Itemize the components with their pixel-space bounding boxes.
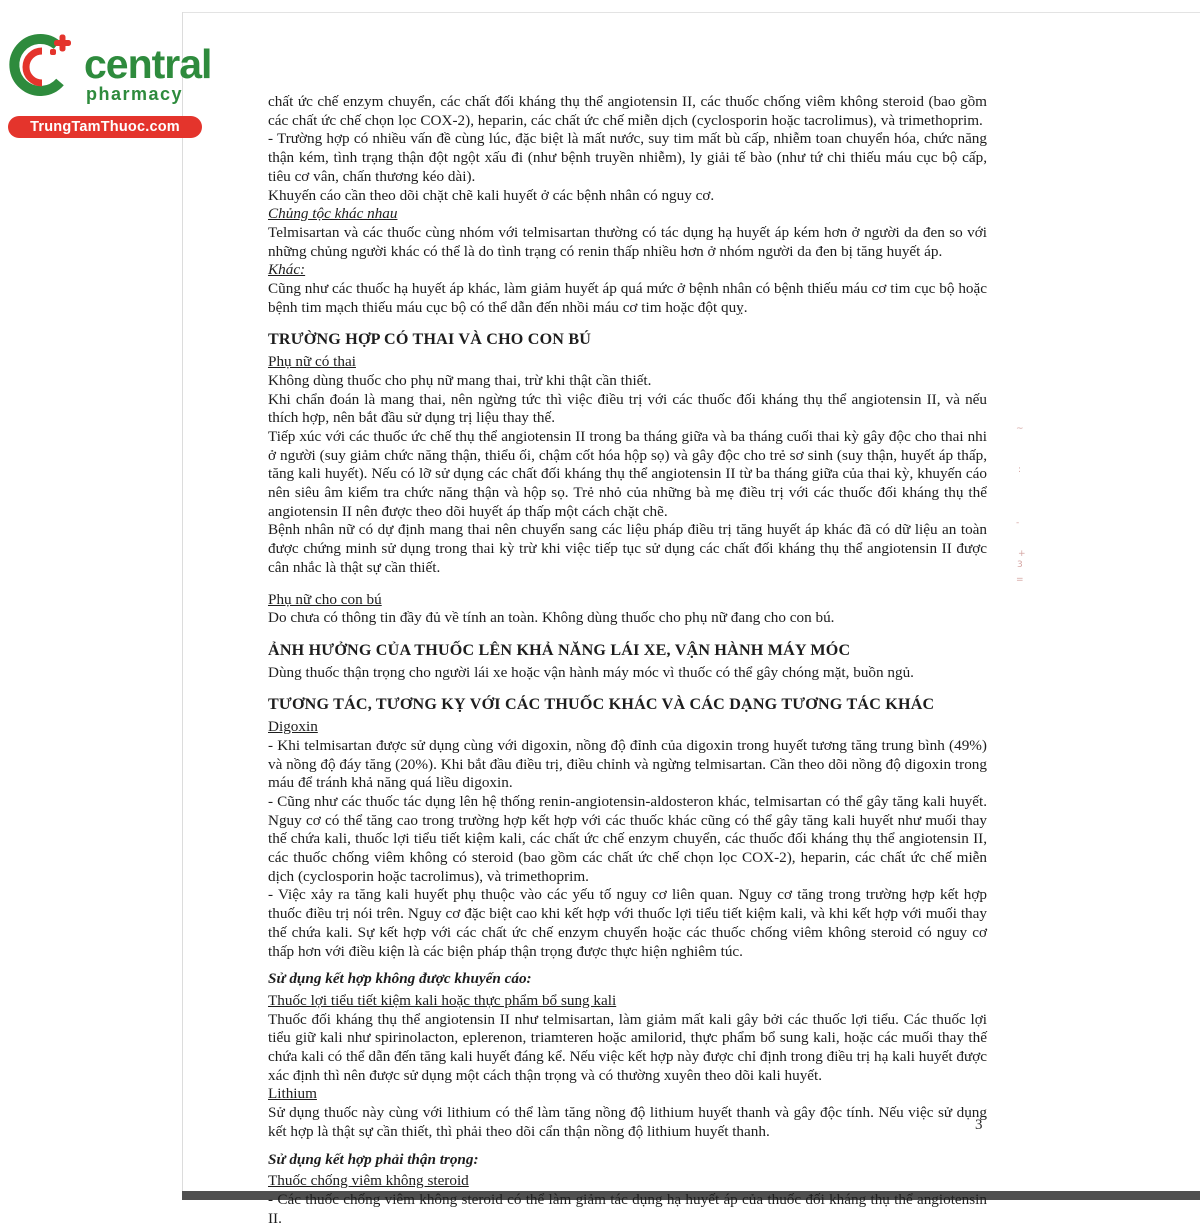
paragraph-ace-inhibitors: chất ức chế enzym chuyển, các chất đối kháng thụ thể angiotensin II, các thuốc chống viêm không steroid (bao gồm các chất ức chế chọn lọc COX-2), heparin, các chất ức chế miễn dịch (cyclosporin hoặc tacrolimus), và trimethoprim. [268, 93, 987, 129]
paragraph-digoxin: - Khi telmisartan được sử dụng cùng với digoxin, nồng độ đỉnh của digoxin trong huyết tương tăng trung bình (49%) và nồng độ đáy tăng (20%). Khi bắt đầu điều trị, điều chỉnh và ngừng telmisartan. Cần theo dõi nồng độ digoxin trong máu để tránh khả năng quá liều digoxin. [268, 736, 987, 792]
scan-artifact-mark: : [1018, 465, 1022, 475]
heading-interactions: TƯƠNG TÁC, TƯƠNG KỴ VỚI CÁC THUỐC KHÁC VÀ CÁC DẠNG TƯƠNG TÁC KHÁC [268, 696, 935, 714]
paragraph-potassium-diuretics: Thuốc đối kháng thụ thể angiotensin II như telmisartan, làm giảm mất kali gây bởi các thuốc lợi tiểu. Các thuốc lợi tiểu giữ kali như spirinolacton, eplerenon, triamteren hoặc amilorid, thực phẩm bổ sung kali, hoặc các muối thay thế chứa kali có thể dẫn đến tăng kali huyết đáng kể. Nếu việc kết hợp này được chỉ định trong điều trị hạ kali huyết được xác định thì nên được sử dụng một cách thận trọng và có thường xuyên theo dõi kali huyết. [268, 1010, 987, 1084]
scan-artifact-mark: - [1016, 518, 1020, 528]
scan-artifact-mark: = [1016, 575, 1024, 585]
page-number: 3 [975, 1117, 983, 1133]
subheading-potassium-diuretics: Thuốc lợi tiểu tiết kiệm kali hoặc thực phẩm bổ sung kali [268, 991, 617, 1009]
subheading-digoxin: Digoxin [268, 718, 318, 736]
logo-brand-text: central [84, 41, 212, 87]
paragraph-pregnancy-1: Không dùng thuốc cho phụ nữ mang thai, trừ khi thật cần thiết. [268, 371, 652, 389]
logo-badge: TrungTamThuoc.com [8, 116, 202, 138]
paragraph-hyperkalemia-risk: - Việc xảy ra tăng kali huyết phụ thuộc vào các yếu tố nguy cơ liên quan. Nguy cơ tăng trong trường hợp kết hợp thuốc điều trị nói trên. Nguy cơ đặc biệt cao khi kết hợp với thuốc lợi tiểu tiết kiệm kali, và khi kết hợp với muối thay thế chứa kali. Sự kết hợp với các chất ức chế enzym chuyển hoặc các thuốc chống viêm không steroid có nguy cơ thấp hơn với điều kiện là các biện pháp thận trọng được thực hiện nghiêm túc. [268, 886, 987, 960]
central-pharmacy-logo-icon [8, 30, 78, 102]
scan-artifact-mark: ~ [1016, 424, 1024, 434]
subheading-pregnant-women: Phụ nữ có thai [268, 353, 356, 371]
subheading-not-recommended: Sử dụng kết hợp không được khuyến cáo: [268, 970, 532, 988]
subheading-use-with-caution: Sử dụng kết hợp phải thận trọng: [268, 1150, 479, 1168]
logo-sub-text: pharmacy [86, 84, 184, 104]
document-body [268, 93, 987, 1228]
paragraph-multiple-problems: - Trường hợp có nhiều vấn đề cùng lúc, đặc biệt là mất nước, suy tim mất bù cấp, nhiễm toan chuyển hóa, chức năng thận kém, tình trạng thận đột ngột xấu đi (như bệnh truyền nhiễm), ly giải tế bào (như tứ chi thiếu máu cục bộ cấp, tiêu cơ vân, chấn thương kéo dài). [268, 130, 987, 185]
paragraph-nsaid: - Các thuốc chống viêm không steroid có thể làm giảm tác dụng hạ huyết áp của thuốc đối kháng thụ thể angiotensin II. [268, 1190, 987, 1227]
paragraph-pregnancy-3: Tiếp xúc với các thuốc ức chế thụ thể angiotensin II trong ba tháng giữa và ba tháng cuối thai kỳ gây độc cho thai nhi ở người (suy giảm chức năng thận, thiểu ối, chậm cốt hóa hộp sọ) và gây độc cho trẻ sơ sinh (suy thận, huyết áp thấp, tăng kali huyết). Nếu có lỡ sử dụng các chất đối kháng thụ thể angiotensin II từ ba tháng giữa của thai kỳ, khuyến cáo nên siêu âm kiểm tra chức năng thận và hộp sọ. Trẻ nhỏ của những bà mẹ điều trị với các thuốc đối kháng thụ thể angiotensin II nên được theo dõi huyết áp thấp một cách chặt chẽ. [268, 427, 987, 520]
paragraph-lactation: Do chưa có thông tin đầy đủ về tính an toàn. Không dùng thuốc cho phụ nữ đang cho con bú. [268, 609, 835, 627]
paragraph-race: Telmisartan và các thuốc cùng nhóm với telmisartan thường có tác dụng hạ huyết áp kém hơn ở người da đen so với những chủng người khác có thể là do tình trạng có renin thấp nhiều hơn ở nhóm người da đen bị tăng huyết áp. [268, 223, 987, 260]
subheading-nsaid: Thuốc chống viêm không steroid [268, 1172, 469, 1190]
paragraph-pregnancy-2: Khi chẩn đoán là mang thai, nên ngừng tức thì việc điều trị với các thuốc đối kháng thụ thể angiotensin II, và nếu thích hợp, nên bắt đầu sử dụng trị liệu thay thế. [268, 390, 987, 427]
paragraph-raas: - Cũng như các thuốc tác dụng lên hệ thống renin-angiotensin-aldosteron khác, telmisartan có thể gây tăng kali huyết. Nguy cơ có thể tăng cao trong trường hợp kết hợp với các thuốc khác cũng có thể gây tăng kali huyết như muối thay thế chứa kali, thuốc lợi tiểu tiết kiệm kali, các chất ức chế enzym chuyển, các thuốc đối kháng thụ thể angiotensin II, các thuốc chống viêm không có steroid (bao gồm các chất ức chế chọn lọc COX-2), heparin, các chất ức chế miễn dịch (cyclosporin hoặc tacrolimus), và trimethoprim. [268, 792, 987, 885]
heading-pregnancy-lactation: TRƯỜNG HỢP CÓ THAI VÀ CHO CON BÚ [268, 331, 592, 349]
heading-driving: ẢNH HƯỞNG CỦA THUỐC LÊN KHẢ NĂNG LÁI XE, VẬN HÀNH MÁY MÓC [268, 641, 851, 659]
paragraph-driving: Dùng thuốc thận trọng cho người lái xe hoặc vận hành máy móc vì thuốc có thể gây chóng mặt, buồn ngủ. [268, 663, 914, 681]
paragraph-pregnancy-4: Bệnh nhân nữ có dự định mang thai nên chuyển sang các liệu pháp điều trị tăng huyết áp khác đã có dữ liệu an toàn được chứng minh sử dụng trong thai kỳ trừ khi việc tiếp tục sử dụng các chất đối kháng thụ thể angiotensin II được cân nhắc là thật sự cần thiết. [268, 521, 987, 576]
pharmacy-logo [8, 30, 223, 138]
subheading-lactating-women: Phụ nữ cho con bú [268, 590, 382, 608]
subheading-race: Chủng tộc khác nhau [268, 205, 398, 223]
paragraph-lithium: Sử dụng thuốc này cùng với lithium có thể làm tăng nồng độ lithium huyết thanh và gây độc tính. Nếu việc sử dụng kết hợp là thật sự cần thiết, thì phải theo dõi cẩn thận nồng độ lithium huyết thanh. [268, 1104, 987, 1140]
page-edge-left [182, 12, 183, 1194]
scan-artifact-mark: + [1018, 549, 1026, 559]
page-edge-top [182, 12, 1200, 13]
paragraph-kali-monitoring: Khuyến cáo cần theo dõi chặt chẽ kali huyết ở các bệnh nhân có nguy cơ. [268, 186, 715, 204]
paragraph-other: Cũng như các thuốc hạ huyết áp khác, làm giảm huyết áp quá mức ở bệnh nhân có bệnh thiếu máu cơ tim cục bộ hoặc bệnh tim mạch thiếu máu cục bộ có thể dẫn đến nhồi máu cơ tim hoặc đột quỵ. [268, 280, 987, 316]
subheading-lithium: Lithium [268, 1085, 317, 1103]
subheading-other: Khác: [268, 261, 306, 279]
scan-artifact-mark: 3 [1017, 560, 1023, 570]
